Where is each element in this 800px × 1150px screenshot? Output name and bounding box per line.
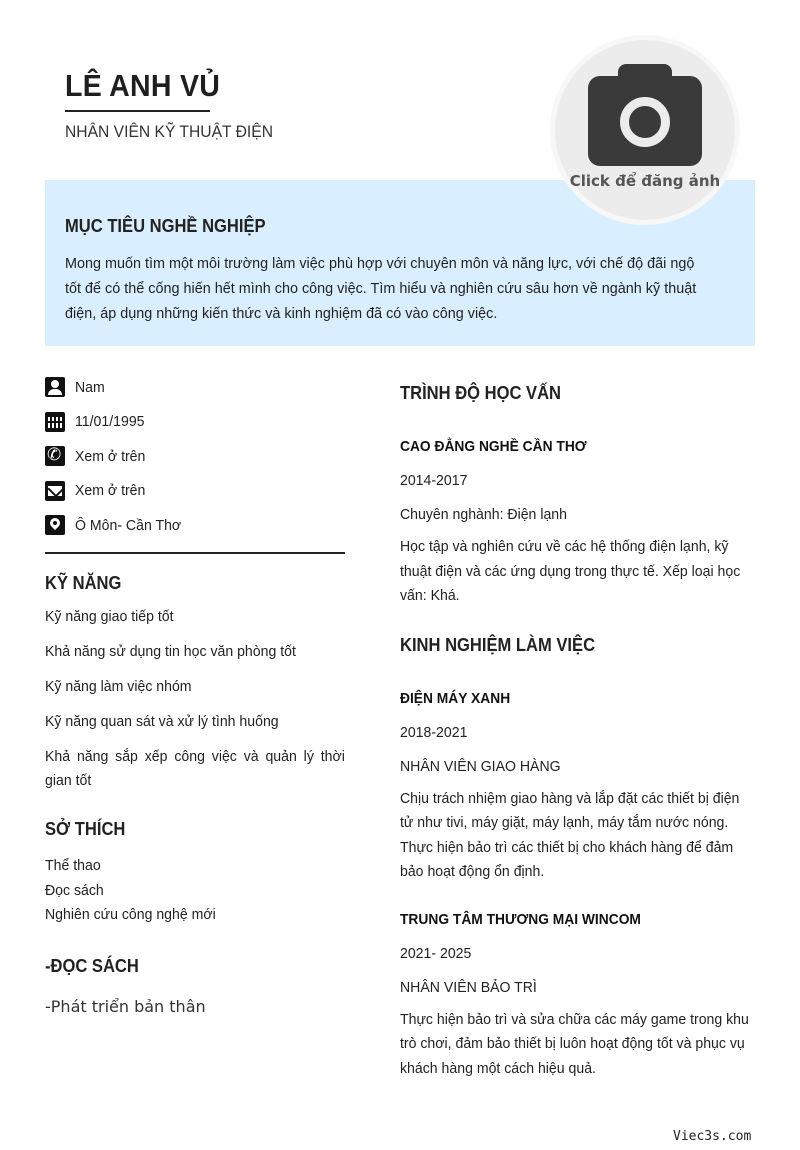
- skill-item: Kỹ năng quan sát và xử lý tình huống: [45, 713, 279, 730]
- right-column: [400, 383, 755, 1081]
- candidate-name: LÊ ANH VỦ: [65, 68, 221, 103]
- education-description: Học tập và nghiên cứu về các hệ thống điện lạnh, kỹ thuật điện và các ứng dụng trong thực tế. Xếp loại học vấn: Khá.: [400, 538, 741, 604]
- job-description: Chịu trách nhiệm giao hàng và lắp đặt các thiết bị điện tử như tivi, máy giặt, máy lạnh, máy tắm nước nóng. Thực hiện bảo trì các thiết bị cho khách hàng để đảm bảo hoạt động ổn định.: [400, 789, 740, 880]
- skills-section: [45, 573, 345, 793]
- mail-icon: [45, 481, 65, 501]
- job-period: 2018-2021: [400, 723, 468, 741]
- cv-header: [65, 68, 291, 142]
- job-position: NHÂN VIÊN GIAO HÀNG: [400, 757, 561, 775]
- skill-item: Kỹ năng làm việc nhóm: [45, 678, 192, 695]
- skill-item: Khả năng sử dụng tin học văn phòng tốt: [45, 643, 296, 660]
- info-birthdate-text: 11/01/1995: [75, 413, 145, 431]
- career-objective-text: Mong muốn tìm một môi trường làm việc phù hợp với chuyên môn và năng lực, với chế độ đãi ngộ tốt để có thể cống hiến hết mình cho công việc. Tìm hiểu và nghiên cứu sâu hơn về ngành kỹ thuật điện, áp dụng những kiến thức và kinh nghiệm đã có vào công việc.: [65, 255, 697, 322]
- skill-item: Kỹ năng giao tiếp tốt: [45, 608, 174, 625]
- info-gender-text: Nam: [75, 378, 105, 396]
- hobby-item: Nghiên cứu công nghệ mới: [45, 906, 216, 923]
- skills-title: KỸ NĂNG: [45, 573, 122, 593]
- camera-lens-icon: [620, 97, 670, 147]
- career-objective-title: MỤC TIÊU NGHỀ NGHIỆP: [65, 216, 266, 236]
- hobbies-title: SỞ THÍCH: [45, 819, 126, 839]
- user-icon: [45, 377, 65, 397]
- info-gender: [45, 370, 345, 405]
- name-underline: [65, 110, 210, 112]
- education-title: TRÌNH ĐỘ HỌC VẤN: [400, 383, 561, 403]
- info-birthdate: [45, 405, 345, 440]
- job-position: NHÂN VIÊN BẢO TRÌ: [400, 978, 537, 996]
- info-address: [45, 508, 345, 543]
- extra-title: -ĐỌC SÁCH: [45, 956, 139, 976]
- extra-section: [45, 956, 345, 1016]
- hobbies-section: [45, 819, 345, 928]
- info-email-text: Xem ở trên: [75, 482, 146, 500]
- extra-text: -Phát triển bản thân: [45, 997, 206, 1016]
- info-address-text: Ô Môn- Cần Thơ: [75, 516, 182, 534]
- education-period: 2014-2017: [400, 472, 468, 489]
- calendar-icon: [45, 412, 65, 432]
- location-pin-icon: [45, 515, 65, 535]
- photo-upload-button[interactable]: [550, 35, 740, 225]
- education-major: Chuyên nghành: Điện lạnh: [400, 506, 567, 523]
- watermark: Viec3s.com: [673, 1129, 752, 1144]
- hobby-item: Thể thao: [45, 857, 101, 874]
- info-phone-text: Xem ở trên: [75, 447, 146, 465]
- hobby-list: [45, 854, 345, 928]
- personal-info-list: [45, 370, 345, 543]
- job-company: ĐIỆN MÁY XANH: [400, 689, 511, 707]
- job-description: Thực hiện bảo trì và sửa chữa các máy game trong khu trò chơi, đảm bảo thiết bị luôn hoạt động tốt và phục vụ khách hàng một cách hiệu quả.: [400, 1010, 749, 1077]
- education-school: CAO ĐẲNG NGHỀ CẦN THƠ: [400, 438, 587, 455]
- hobby-item: Đọc sách: [45, 881, 104, 899]
- photo-upload-label: Click để đăng ảnh: [569, 172, 721, 190]
- job-period: 2021- 2025: [400, 944, 472, 962]
- skill-item: Khả năng sắp xếp công việc và quản lý thời gian tốt: [45, 748, 345, 789]
- left-column-divider: [45, 552, 345, 554]
- candidate-job-title: NHÂN VIÊN KỸ THUẬT ĐIỆN: [65, 122, 274, 141]
- job-company: TRUNG TÂM THƯƠNG MẠI WINCOM: [400, 910, 641, 928]
- phone-icon: [45, 446, 65, 466]
- info-email: [45, 474, 345, 509]
- info-phone: [45, 439, 345, 474]
- experience-title: KINH NGHIỆM LÀM VIỆC: [400, 634, 596, 655]
